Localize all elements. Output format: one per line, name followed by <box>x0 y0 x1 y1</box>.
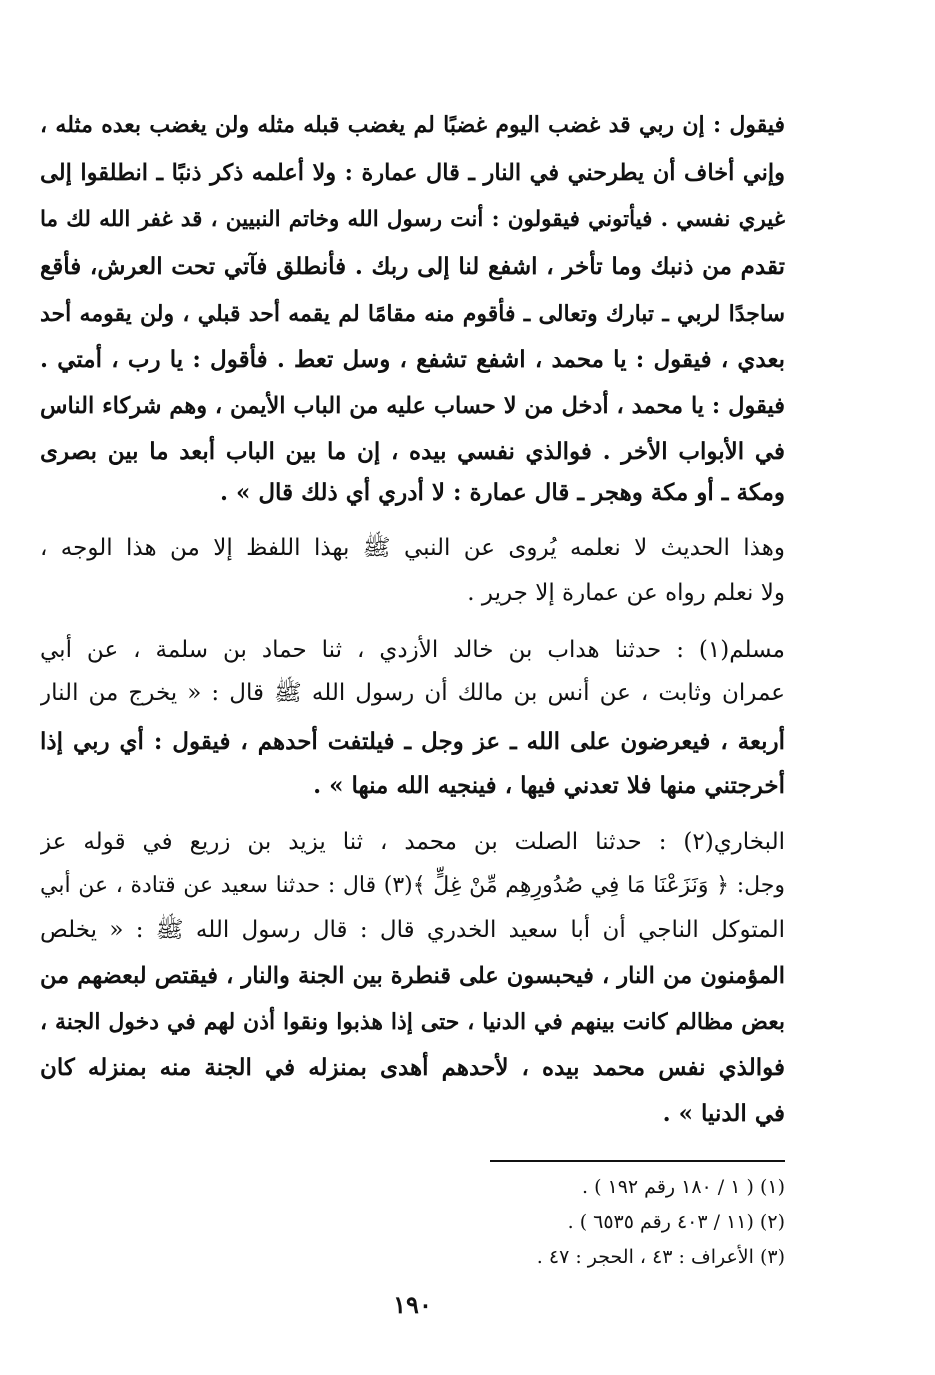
text-line-4: تقدم من ذنبك وما تأخر ، اشفع لنا إلى ربك . فأنطلق فآتي تحت العرش، فأقع <box>40 253 785 280</box>
document-page <box>40 0 785 1375</box>
text-line-22: في الدنيا » . <box>662 1100 785 1127</box>
text-line-19: المؤمنون من النار ، فيحبسون على قنطرة بين الجنة والنار ، فيقتص لبعضهم من <box>40 963 785 989</box>
text-line-16: البخاري(٢) : حدثنا الصلت بن محمد ، ثنا يزيد بن زريع في قوله عز <box>40 829 785 855</box>
text-line-7: فيقول : يا محمد ، أدخل من لا حساب عليه من الباب الأيمن ، وهم شركاء الناس <box>40 393 785 419</box>
text-line-10: وهذا الحديث لا نعلمه يُروى عن النبي ﷺ بهذا اللفظ إلا من هذا الوجه ، <box>40 535 785 561</box>
footnote-1: (١) ( ١ / ١٨٠ رقم ١٩٢ ) . <box>581 1176 785 1198</box>
text-line-18: المتوكل الناجي أن أبا سعيد الخدري قال : قال رسول الله ﷺ : « يخلص <box>40 917 785 943</box>
text-line-20: بعض مظالم كانت بينهم في الدنيا ، حتى إذا هذبوا ونقوا أذن لهم في دخول الجنة ، <box>40 1009 785 1035</box>
text-line-2: وإني أخاف أن يطرحني في النار ـ قال عمارة : ولا أعلمه ذكر ذنبًا ـ انطلقوا إلى <box>40 160 785 186</box>
text-line-6: بعدي ، فيقول : يا محمد ، اشفع تشفع ، وسل تعط . فأقول : يا رب ، أمتي . <box>40 346 785 373</box>
page-number: ١٩٠ <box>393 1290 432 1319</box>
text-line-14: أربعة ، فيعرضون على الله ـ عز وجل ـ فيلتفت أحدهم ، فيقول : أي ربي إذا <box>40 728 785 755</box>
footnote-separator <box>490 1160 785 1162</box>
text-line-21: فوالذي نفس محمد بيده ، لأحدهم أهدى بمنزله في الجنة منه بمنزله كان <box>40 1054 785 1081</box>
text-line-9: ومكة ـ أو مكة وهجر ـ قال عمارة : لا أدري أي ذلك قال » . <box>219 479 785 506</box>
text-line-13: عمران وثابت ، عن أنس بن مالك أن رسول الله ﷺ قال : « يخرج من النار <box>40 680 785 706</box>
text-line-17: وجل: ﴿ وَنَزَعْنَا مَا فِي صُدُورِهِم مِّنْ غِلٍّ ﴾(٣) قال : حدثنا سعيد عن قتادة ، عن أبي <box>40 873 785 898</box>
text-line-12: مسلم(١) : حدثنا هداب بن خالد الأزدي ، ثنا حماد بن سلمة ، عن أبي <box>40 637 785 663</box>
text-line-1: فيقول : إن ربي قد غضب اليوم غضبًا لم يغضب قبله مثله ولن يغضب بعده مثله ، <box>40 112 785 138</box>
text-line-5: ساجدًا لربي ـ تبارك وتعالى ـ فأقوم منه مقامًا لم يقمه أحد قبلي ، ولن يقومه أحد <box>40 301 785 327</box>
footnote-2: (٢) (١١ / ٤٠٣ رقم ٦٥٣٥ ) . <box>567 1211 785 1233</box>
text-line-15: أخرجتني منها فلا تعدني فيها ، فينجيه الله منها » . <box>313 772 785 799</box>
text-line-8: في الأبواب الأخر . فوالذي نفسي بيده ، إن ما بين الباب أبعد ما بين بصرى <box>40 438 785 465</box>
text-line-3: غيري نفسي . فيأتوني فيقولون : أنت رسول الله وخاتم النبيين ، قد غفر الله لك ما <box>40 207 785 232</box>
footnote-3: (٣) الأعراف : ٤٣ ، الحجر : ٤٧ . <box>536 1246 785 1268</box>
text-line-11: ولا نعلم رواه عن عمارة إلا جرير . <box>467 580 785 606</box>
